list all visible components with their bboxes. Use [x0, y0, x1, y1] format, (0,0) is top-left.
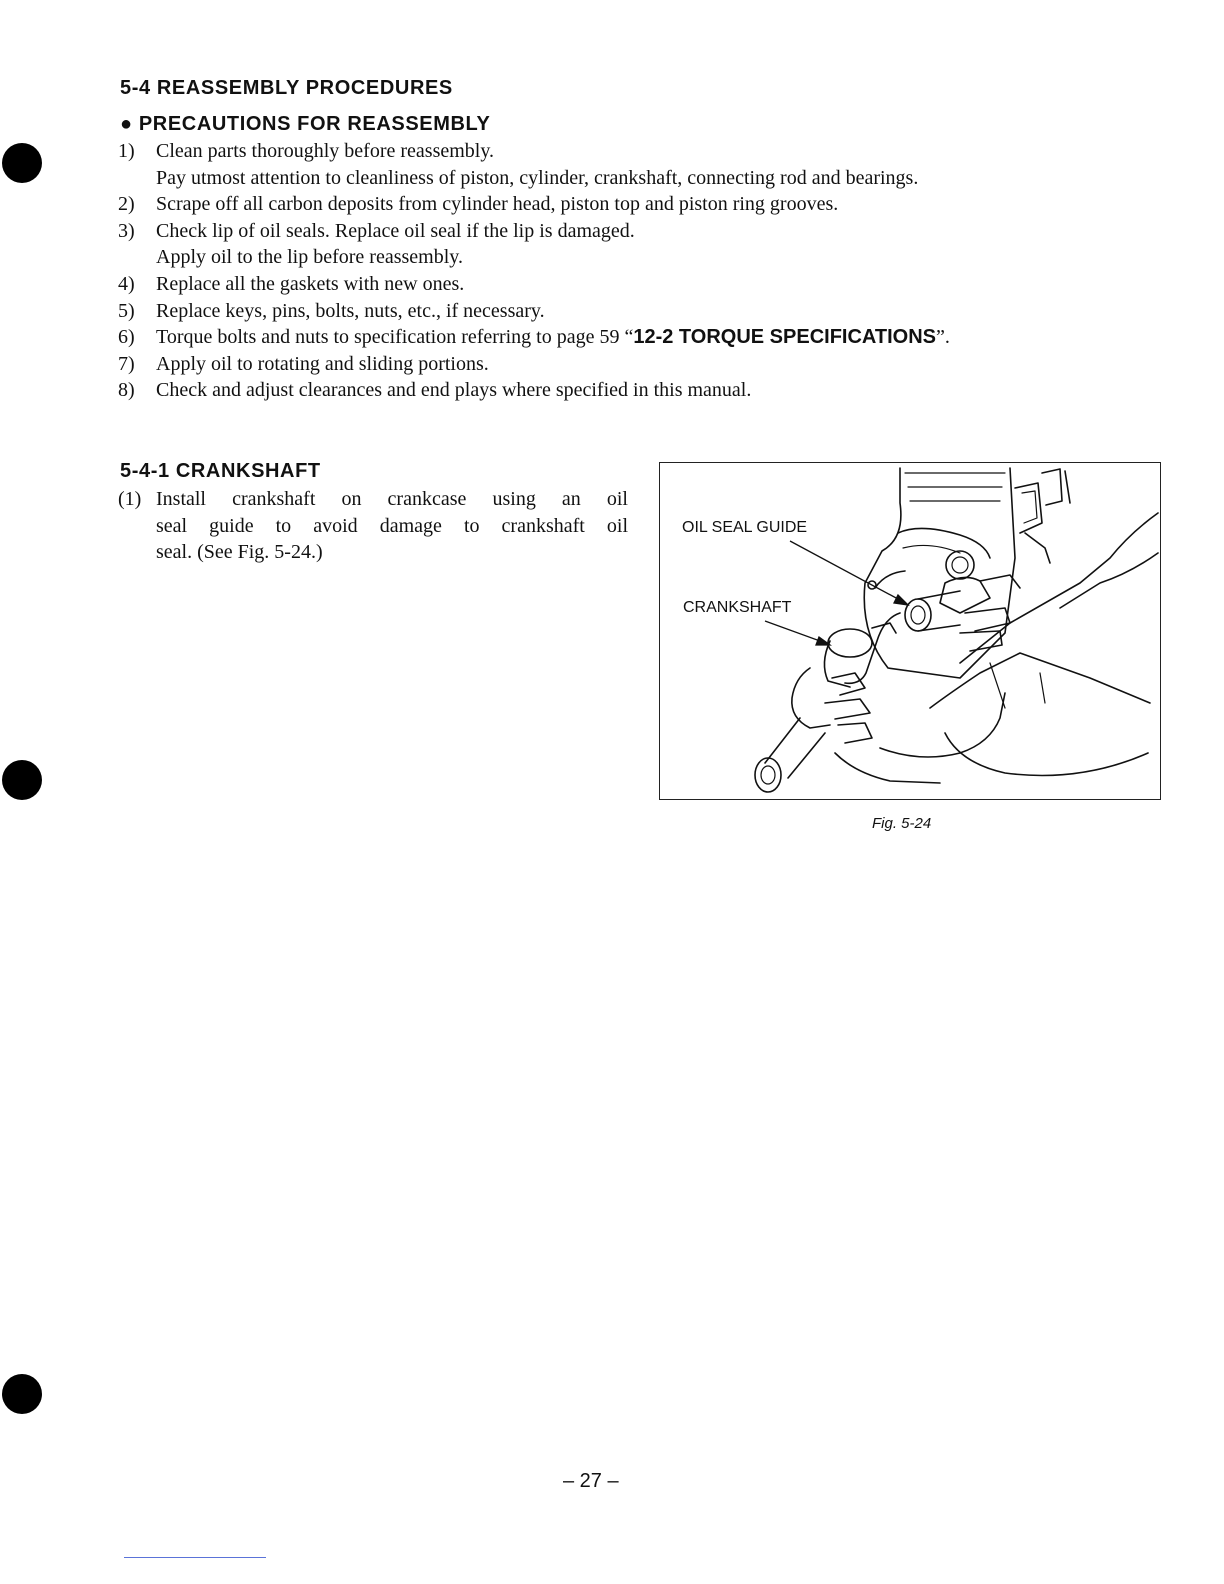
list-item: 4) Replace all the gaskets with new ones.	[118, 272, 465, 295]
list-item: Pay utmost attention to cleanliness of piston, cylinder, crankshaft, connecting rod and bearings.	[156, 166, 919, 189]
crankshaft-instruction: (1) Install crankshaft on crankcase using an oil seal guide to avoid damage to crankshaft oil seal. (See Fig. 5-24.)	[118, 488, 628, 564]
list-item: 6) Torque bolts and nuts to specification referring to page 59 “12-2 TORQUE SPECIFICATIONS”.	[118, 326, 950, 349]
list-item: 8) Check and adjust clearances and end plays where specified in this manual.	[118, 379, 752, 402]
page-number: – 27 –	[563, 1470, 619, 1492]
precautions-list	[118, 138, 1118, 404]
section-title: 5-4 REASSEMBLY PROCEDURES	[120, 77, 453, 99]
figure-caption: Fig. 5-24	[872, 815, 932, 832]
footer-rule	[124, 1557, 266, 1558]
binder-hole	[2, 1374, 42, 1414]
list-item: 3) Check lip of oil seals. Replace oil seal if the lip is damaged.	[118, 219, 635, 242]
label-crankshaft: CRANKSHAFT	[683, 599, 792, 616]
list-item: Apply oil to the lip before reassembly.	[156, 246, 463, 269]
crankshaft-installation-illustration	[660, 463, 1160, 799]
precautions-heading	[120, 113, 490, 136]
bullet-icon: ●	[120, 113, 133, 135]
figure-5-24	[659, 462, 1161, 800]
label-oil-seal-guide: OIL SEAL GUIDE	[682, 519, 808, 536]
torque-spec-reference: 12-2 TORQUE SPECIFICATIONS	[633, 326, 936, 349]
list-item: 5) Replace keys, pins, bolts, nuts, etc., if necessary.	[118, 299, 545, 322]
precautions-heading-text: PRECAUTIONS FOR REASSEMBLY	[138, 113, 491, 135]
list-item: 1) Clean parts thoroughly before reassembly.	[118, 140, 495, 162]
list-item: 7) Apply oil to rotating and sliding portions.	[118, 352, 489, 375]
binder-hole	[2, 760, 42, 800]
binder-hole	[2, 143, 42, 183]
crankshaft-heading: 5-4-1 CRANKSHAFT	[120, 460, 321, 482]
list-item: 2) Scrape off all carbon deposits from cylinder head, piston top and piston ring grooves.	[118, 193, 839, 216]
